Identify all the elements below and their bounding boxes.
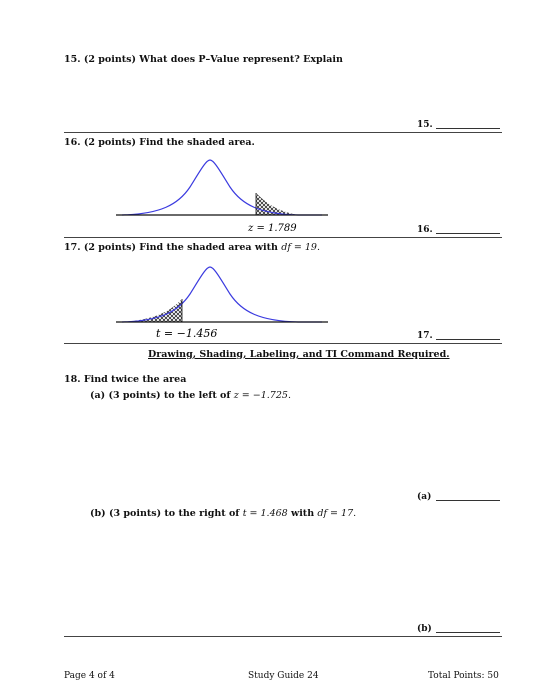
part-math-t: t = 1.468 bbox=[242, 508, 288, 519]
question-18 bbox=[64, 374, 186, 385]
divider bbox=[64, 132, 502, 133]
question-text: Find the shaded area with bbox=[139, 242, 278, 253]
part-points: (3 points) bbox=[108, 508, 162, 519]
question-16 bbox=[64, 137, 255, 148]
bell-curve bbox=[122, 160, 322, 215]
question-number: 18. bbox=[64, 374, 81, 385]
question-points: (2 points) bbox=[83, 242, 136, 253]
z-label: z = 1.789 bbox=[248, 223, 297, 234]
footer-total: Total Points: 50 bbox=[428, 671, 499, 681]
divider bbox=[64, 636, 502, 637]
part-math-df: df = 17. bbox=[317, 508, 357, 519]
question-number: 16. bbox=[64, 137, 81, 148]
question-number: 17. bbox=[64, 242, 81, 253]
question-points: (2 points) bbox=[83, 54, 136, 65]
question-15 bbox=[64, 54, 343, 65]
bell-curve bbox=[122, 267, 322, 322]
question-number: 15. bbox=[64, 54, 81, 65]
part-label: (b) bbox=[90, 508, 106, 519]
part-points: (3 points) bbox=[108, 390, 161, 401]
question-17 bbox=[64, 242, 320, 253]
section-heading: Drawing, Shading, Labeling, and TI Command Required. bbox=[148, 349, 450, 360]
question-points: (2 points) bbox=[83, 137, 136, 148]
df-value: df = 19. bbox=[281, 242, 320, 253]
answer-label-18b: (b) bbox=[417, 624, 432, 634]
answer-line-18b[interactable] bbox=[436, 632, 500, 633]
shaded-right-tail bbox=[256, 193, 298, 215]
question-text: Find twice the area bbox=[83, 374, 187, 385]
footer-title: Study Guide 24 bbox=[248, 671, 319, 681]
divider bbox=[64, 343, 502, 344]
part-math: z = −1.725. bbox=[233, 390, 291, 401]
question-text: Find the shaded area. bbox=[139, 137, 255, 148]
answer-label-15: 15. bbox=[417, 120, 433, 130]
part-with: with bbox=[291, 508, 315, 519]
normal-curve-diagram-16 bbox=[110, 155, 350, 240]
t-curve-diagram-17 bbox=[110, 262, 350, 342]
divider bbox=[64, 237, 502, 238]
question-18b bbox=[90, 508, 356, 519]
answer-line-16[interactable] bbox=[436, 233, 500, 234]
question-18a bbox=[90, 390, 291, 401]
answer-line-18a[interactable] bbox=[436, 500, 500, 501]
part-label: (a) bbox=[90, 390, 106, 401]
part-text: to the right of bbox=[164, 508, 240, 519]
footer-page: Page 4 of 4 bbox=[64, 671, 115, 681]
question-text: What does P–Value represent? Explain bbox=[139, 54, 343, 65]
answer-label-17: 17. bbox=[417, 331, 433, 341]
answer-line-17[interactable] bbox=[436, 339, 500, 340]
answer-label-16: 16. bbox=[417, 225, 433, 235]
answer-label-18a: (a) bbox=[417, 492, 432, 502]
t-label: t = −1.456 bbox=[156, 327, 218, 340]
answer-line-15[interactable] bbox=[436, 128, 500, 129]
part-text: to the left of bbox=[163, 390, 231, 401]
